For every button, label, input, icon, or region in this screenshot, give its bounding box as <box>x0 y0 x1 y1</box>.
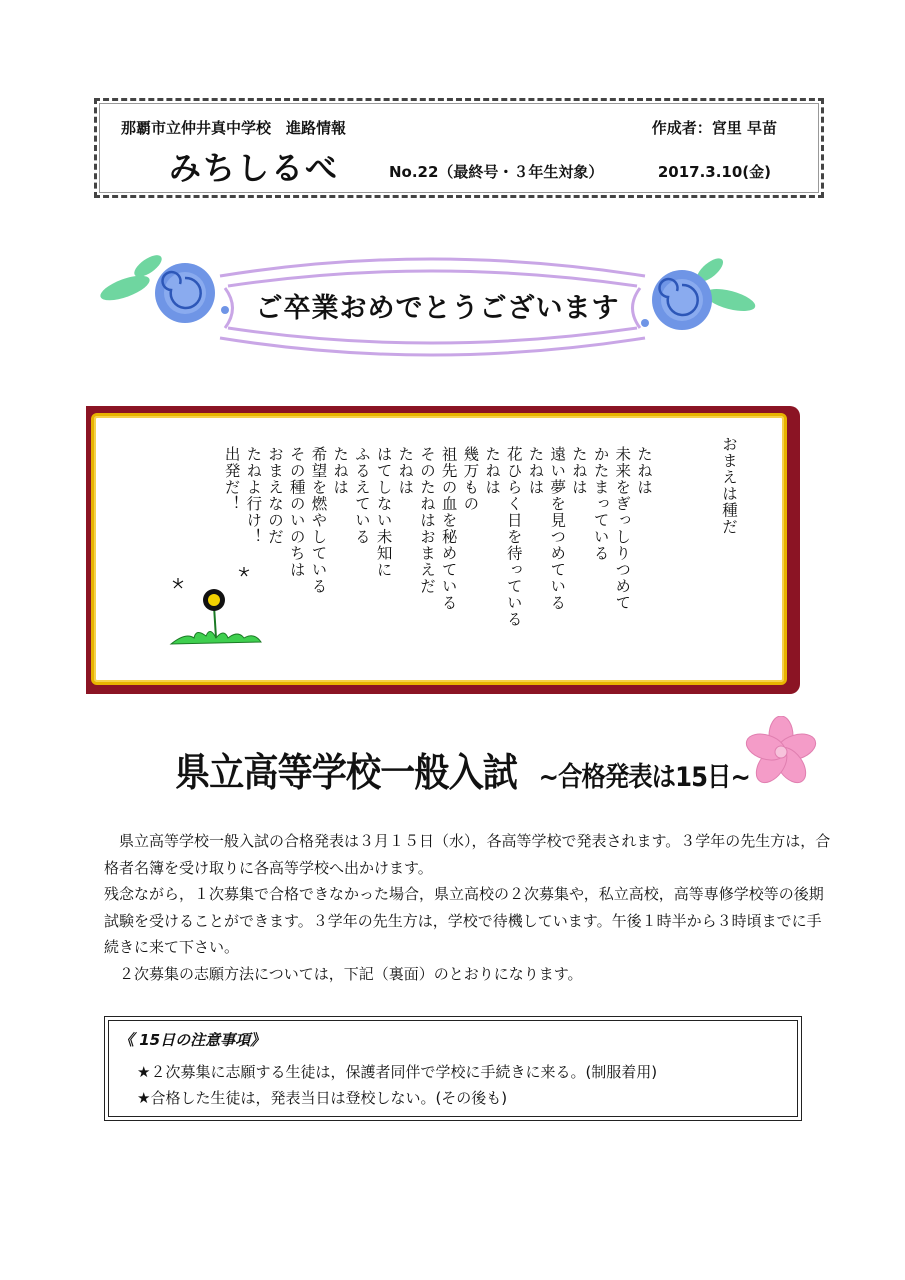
poem-line: たねは <box>635 446 653 496</box>
author: 作成者：宮里 早苗 <box>651 119 777 137</box>
poem-line: ふるえている <box>352 446 371 545</box>
poem-line: 祖先の血を秘めている <box>439 446 458 611</box>
notes-list <box>137 1059 657 1111</box>
poem-line: たねは <box>396 446 415 496</box>
poem-line: 未来をぎっしりつめて <box>613 446 632 611</box>
announcement-body <box>104 828 834 987</box>
issue-date: 2017.3.10(金) <box>657 163 771 181</box>
section-title-main: 県立高等学校一般入試 <box>175 751 518 796</box>
poem-lines <box>220 446 654 646</box>
poem-line: かたまっている <box>591 446 610 562</box>
poem-line: はてしない未知に <box>374 446 393 578</box>
newsletter-header <box>94 98 824 198</box>
note-item: ★２次募集に志願する生徒は，保護者同伴で学校に手続きに来る。(制服着用) <box>137 1063 658 1081</box>
poem-line: たねよ行け！ <box>244 446 263 545</box>
body-paragraph: 県立高等学校一般入試の合格発表は３月１５日（水），各高等学校で発表されます。３学年の先生方は，合格者名簿を受け取りに各高等学校へ出かけます。 <box>104 832 831 877</box>
issue-number: No.22（最終号・３年生対象） <box>389 163 604 181</box>
poem-line: たねは <box>526 446 545 496</box>
poem-panel <box>91 413 787 685</box>
banner-text: ご卒業おめでとうございます <box>255 293 620 324</box>
poem-line: たねは <box>331 446 350 496</box>
poem-line: おまえなのだ <box>266 446 285 545</box>
poem-line: その種のいのちは <box>287 446 306 578</box>
poem-line: 遠い夢を見つめている <box>548 446 567 611</box>
note-item: ★合格した生徒は，発表当日は登校しない。(その後も) <box>137 1089 508 1107</box>
dandelion-icon <box>166 566 266 656</box>
poem-line: そのたねはおまえだ <box>417 446 436 595</box>
congratulations-banner <box>100 248 765 363</box>
notes-title: 《 15日の注意事項》 <box>119 1031 266 1049</box>
newsletter-title: みちしるべ <box>169 149 340 187</box>
poem-line: 出発だ！ <box>222 446 241 512</box>
sakura-icon <box>736 716 826 786</box>
poem-line: 希望を燃やしている <box>309 446 328 595</box>
poem-line: たねは <box>483 446 502 496</box>
school-name: 那覇市立仲井真中学校 進路情報 <box>121 119 347 137</box>
poem-line: 幾万もの <box>461 446 480 512</box>
poem-title: おまえは種だ <box>720 436 738 535</box>
notes-box <box>104 1016 802 1121</box>
body-paragraph: ２次募集の志願方法については，下記（裏面）のとおりになります。 <box>104 964 583 983</box>
section-subtitle: ~合格発表は15日~ <box>538 762 750 793</box>
poem-line: たねは <box>569 446 588 496</box>
body-paragraph: 残念ながら，１次募集で合格できなかった場合，県立高校の２次募集や，私立高校，高等専修学校等の後期試験を受けることができます。３学年の先生方は，学校で待機しています。午後１時半から３時頃までに手続きに来て下さい。 <box>104 885 824 956</box>
poem-line: 花ひらく日を待っている <box>504 446 523 628</box>
poem-frame <box>86 406 800 694</box>
section-title <box>175 742 750 798</box>
